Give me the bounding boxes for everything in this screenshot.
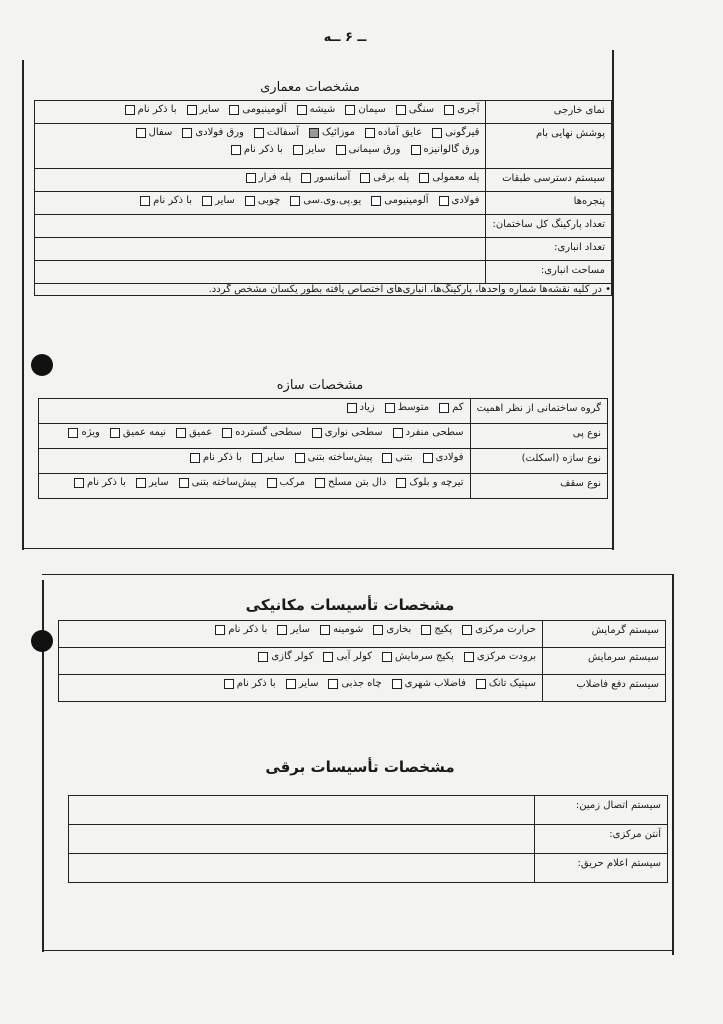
option-label: با ذکر نام [236,678,276,689]
form-row [39,399,608,424]
row-options[interactable] [35,261,486,284]
row-label: آنتن مرکزی: [535,825,668,854]
checkbox-option[interactable] [371,195,428,206]
option-label: سایر [305,144,326,155]
option-label: فولادی [435,452,464,463]
row-label: نوع پی [470,424,607,449]
option-label: با ذکر نام [243,144,283,155]
checkbox-option[interactable] [74,477,126,488]
checkbox-option[interactable] [258,651,313,662]
punch-hole [31,354,53,376]
checkbox-option[interactable] [297,104,336,115]
page-border-left [22,60,24,550]
row-label: پوشش نهایی بام [486,124,612,169]
row-value-field[interactable] [69,825,535,854]
mechanical-title: مشخصات تأسیسات مکانیکی [245,596,455,614]
form-row [69,796,668,825]
form-row [59,621,666,648]
form-row [35,124,612,169]
checkbox-option[interactable] [328,678,381,689]
option-label: تیرچه و بلوک [409,477,464,488]
checkbox-option[interactable] [421,624,452,635]
checkbox[interactable] [254,128,264,138]
checkbox-option[interactable] [312,427,383,438]
checkbox-option[interactable] [320,624,363,635]
checkbox[interactable] [309,128,319,138]
checkbox[interactable] [245,196,255,206]
checkbox[interactable] [176,428,186,438]
checkbox[interactable] [229,105,239,115]
option-label: شیشه [309,104,336,115]
checkbox-option[interactable] [295,452,373,463]
checkbox-option[interactable] [231,144,283,155]
checkbox[interactable] [258,652,268,662]
form-row [69,825,668,854]
architecture-table [34,100,612,296]
checkbox-option[interactable] [323,651,372,662]
option-label: عایق آماده [377,127,423,138]
checkbox-option[interactable] [444,104,479,115]
option-label: سطحی منفرد [405,427,464,438]
option-label: سایر [215,195,235,206]
row-label: سیستم دفع فاضلاب [543,675,666,702]
punch-hole [31,630,53,652]
page-border-bottom [24,548,614,549]
checkbox[interactable] [444,105,454,115]
option-label: کم [452,402,464,413]
checkbox[interactable] [246,173,256,183]
checkbox[interactable] [293,145,303,155]
form-row [69,854,668,883]
row-value-field[interactable] [69,796,535,825]
checkbox-option[interactable] [382,651,454,662]
checkbox-option[interactable] [190,452,242,463]
row-label: تعداد انباری: [486,238,612,261]
option-label: با ذکر نام [228,624,268,635]
option-label: سایر [148,477,169,488]
checkbox[interactable] [476,679,486,689]
checkbox-option[interactable] [136,477,169,488]
option-label: ورق گالوانیزه [423,144,480,155]
option-label: با ذکر نام [86,477,126,488]
checkbox[interactable] [411,145,421,155]
option-label: آسفالت [266,127,299,138]
checkbox-option[interactable] [411,144,480,155]
option-label: آلومینیومی [242,104,287,115]
checkbox-option[interactable] [68,427,99,438]
page2-border-bottom [42,950,674,951]
form-row [39,424,608,449]
page2-border-top [42,574,674,575]
checkbox[interactable] [419,173,429,183]
option-label: سنگی [408,104,435,115]
checkbox-option[interactable] [290,195,361,206]
row-options [35,124,486,169]
form-row [35,169,612,192]
row-label: تعداد پارکینگ کل ساختمان: [486,215,612,238]
row-options [39,449,471,474]
note-row [35,284,612,296]
checkbox-option[interactable] [439,402,463,413]
checkbox-option[interactable] [464,651,536,662]
checkbox[interactable] [297,105,307,115]
checkbox[interactable] [462,625,472,635]
checkbox[interactable] [423,453,433,463]
option-label: پکیج [434,624,453,635]
checkbox[interactable] [286,679,296,689]
checkbox-option[interactable] [365,127,422,138]
checkbox-option[interactable] [293,144,326,155]
row-options [59,621,543,648]
checkbox[interactable] [360,173,370,183]
row-options [35,192,486,215]
checkbox[interactable] [320,625,330,635]
checkbox-option[interactable] [419,172,479,183]
checkbox[interactable] [312,428,322,438]
checkbox-option[interactable] [182,127,244,138]
checkbox-option[interactable] [423,452,464,463]
option-label: کولر آبی [336,651,373,662]
option-label: بخاری [386,624,412,635]
row-options[interactable] [35,238,486,261]
checkbox[interactable] [295,453,305,463]
checkbox-option[interactable] [229,104,286,115]
checkbox[interactable] [464,652,474,662]
checkbox[interactable] [187,105,197,115]
option-label: دال بتن مسلح [328,477,387,488]
row-options[interactable] [35,215,486,238]
plans-note: • در کلیه نقشه‌ها شماره واحدها، پارکینگ‌ها، انباری‌های اختصاص یافته بطور یکسان مشخص گردد. [35,284,612,296]
option-label: مرکب [279,477,305,488]
row-label: پنجره‌ها [486,192,612,215]
checkbox[interactable] [231,145,241,155]
mechanical-table [58,620,666,702]
top-header: ــ ۶ ــه [323,30,367,45]
checkbox-option[interactable] [301,172,350,183]
checkbox[interactable] [382,453,392,463]
option-label: سایر [298,678,319,689]
form-row [59,675,666,702]
form-row [35,261,612,284]
structure-title: مشخصات سازه [276,378,364,393]
option-label: پکیج سرمایش [395,651,454,662]
row-label: گروه ساختمانی از نظر اهمیت [470,399,607,424]
checkbox-option[interactable] [392,678,466,689]
checkbox[interactable] [347,403,357,413]
checkbox-option[interactable] [254,127,299,138]
option-label: حرارت مرکزی [475,624,536,635]
form-row [35,101,612,124]
option-label: پیش‌ساخته بتنی [191,477,257,488]
checkbox[interactable] [328,679,338,689]
page-border-right [612,50,614,550]
checkbox[interactable] [136,478,146,488]
form-row [35,238,612,261]
row-options [39,399,471,424]
option-label: آلومینیومی [384,195,429,206]
row-options [59,675,543,702]
checkbox[interactable] [277,625,287,635]
row-label: مساحت انباری: [486,261,612,284]
row-label: سیستم سرمایش [543,648,666,675]
checkbox[interactable] [222,428,232,438]
checkbox[interactable] [392,679,402,689]
option-label: سایر [199,104,220,115]
row-options [35,101,486,124]
option-label: فاضلاب شهری [404,678,466,689]
checkbox-option[interactable] [309,127,355,138]
checkbox[interactable] [385,403,395,413]
electrical-title: مشخصات تأسیسات برقی [265,758,455,776]
checkbox-option[interactable] [396,104,434,115]
checkbox-option[interactable] [252,452,285,463]
checkbox[interactable] [393,428,403,438]
option-label: سیمان [358,104,386,115]
checkbox[interactable] [110,428,120,438]
form-row [39,474,608,499]
option-label: پیش‌ساخته بتنی [307,452,373,463]
checkbox-option[interactable] [462,624,536,635]
option-label: ورق فولادی [195,127,244,138]
electrical-table [68,795,668,883]
checkbox[interactable] [190,453,200,463]
checkbox[interactable] [382,652,392,662]
checkbox[interactable] [252,453,262,463]
checkbox-option[interactable] [286,678,319,689]
checkbox-option[interactable] [187,104,220,115]
checkbox[interactable] [336,145,346,155]
checkbox-option[interactable] [373,624,411,635]
checkbox-option[interactable] [347,402,375,413]
checkbox-option[interactable] [396,477,463,488]
checkbox[interactable] [439,403,449,413]
option-label: پله برقی [373,172,410,183]
option-label: قیرگونی [445,127,480,138]
row-label: سیستم اتصال زمین: [535,796,668,825]
option-label: سطحی گسترده [235,427,302,438]
option-label: متوسط [397,402,430,413]
form-row [59,648,666,675]
checkbox-option[interactable] [315,477,386,488]
row-label: سیستم گرمایش [543,621,666,648]
checkbox[interactable] [202,196,212,206]
architecture-title: مشخصات معماری [260,80,360,95]
checkbox[interactable] [74,478,84,488]
checkbox-option[interactable] [336,144,401,155]
checkbox[interactable] [140,196,150,206]
checkbox-option[interactable] [110,427,166,438]
checkbox[interactable] [125,105,135,115]
checkbox[interactable] [267,478,277,488]
checkbox-option[interactable] [246,172,292,183]
option-label: سفال [148,127,173,138]
checkbox-option[interactable] [476,678,536,689]
checkbox[interactable] [224,679,234,689]
checkbox[interactable] [373,625,383,635]
checkbox-option[interactable] [432,127,479,138]
checkbox-option[interactable] [140,195,192,206]
checkbox-option[interactable] [385,402,429,413]
row-options [35,169,486,192]
page2-border-right [672,575,674,955]
option-label: آجری [457,104,480,115]
checkbox[interactable] [439,196,449,206]
checkbox[interactable] [421,625,431,635]
checkbox[interactable] [396,478,406,488]
checkbox-option[interactable] [267,477,305,488]
checkbox-option[interactable] [393,427,464,438]
checkbox[interactable] [136,128,146,138]
checkbox-option[interactable] [125,104,177,115]
checkbox-option[interactable] [202,195,235,206]
checkbox[interactable] [365,128,375,138]
checkbox[interactable] [215,625,225,635]
checkbox-option[interactable] [439,195,480,206]
option-label: بتنی [395,452,413,463]
checkbox[interactable] [290,196,300,206]
checkbox[interactable] [179,478,189,488]
checkbox-option[interactable] [179,477,257,488]
option-label: یو.پی.وی.سی [303,195,362,206]
row-label: نوع سازه (اسکلت) [470,449,607,474]
form-row [39,449,608,474]
option-label: سپتیک تانک [488,678,536,689]
option-label: کولر گازی [271,651,314,662]
checkbox-option[interactable] [224,678,276,689]
checkbox[interactable] [301,173,311,183]
option-label: چاه جذبی [341,678,382,689]
checkbox-option[interactable] [136,127,173,138]
checkbox[interactable] [315,478,325,488]
checkbox[interactable] [68,428,78,438]
option-label: برودت مرکزی [476,651,536,662]
checkbox-option[interactable] [360,172,409,183]
checkbox-option[interactable] [382,452,412,463]
checkbox-option[interactable] [245,195,280,206]
option-label: زیاد [359,402,375,413]
checkbox-option[interactable] [277,624,310,635]
row-options [39,424,471,449]
option-label: نیمه عمیق [122,427,167,438]
checkbox[interactable] [323,652,333,662]
checkbox-option[interactable] [176,427,212,438]
checkbox-option[interactable] [345,104,386,115]
option-label: پله معمولی [432,172,480,183]
structure-table [38,398,608,499]
option-label: عمیق [189,427,213,438]
checkbox[interactable] [396,105,406,115]
row-label: نمای خارجی [486,101,612,124]
row-label: سیستم دسترسی طبقات [486,169,612,192]
row-value-field[interactable] [69,854,535,883]
option-label: ورق سیمانی [348,144,401,155]
option-label: سایر [290,624,311,635]
option-label: سایر [264,452,285,463]
row-label: نوع سقف [470,474,607,499]
option-label: ویژه [81,427,100,438]
checkbox-option[interactable] [222,427,301,438]
option-label: آسانسور [314,172,351,183]
option-label: سطحی نواری [324,427,383,438]
row-options [59,648,543,675]
option-label: با ذکر نام [137,104,177,115]
option-label: شومینه [333,624,364,635]
option-label: موزائیک [322,127,355,138]
option-label: فولادی [451,195,480,206]
option-label: با ذکر نام [202,452,242,463]
option-label: پله فرار [258,172,292,183]
row-label: سیستم اعلام حریق: [535,854,668,883]
checkbox[interactable] [182,128,192,138]
checkbox[interactable] [371,196,381,206]
checkbox-option[interactable] [215,624,267,635]
form-row [35,215,612,238]
option-label: با ذکر نام [153,195,193,206]
form-row [35,192,612,215]
option-label: چوبی [257,195,281,206]
checkbox[interactable] [345,105,355,115]
checkbox[interactable] [432,128,442,138]
row-options [39,474,471,499]
